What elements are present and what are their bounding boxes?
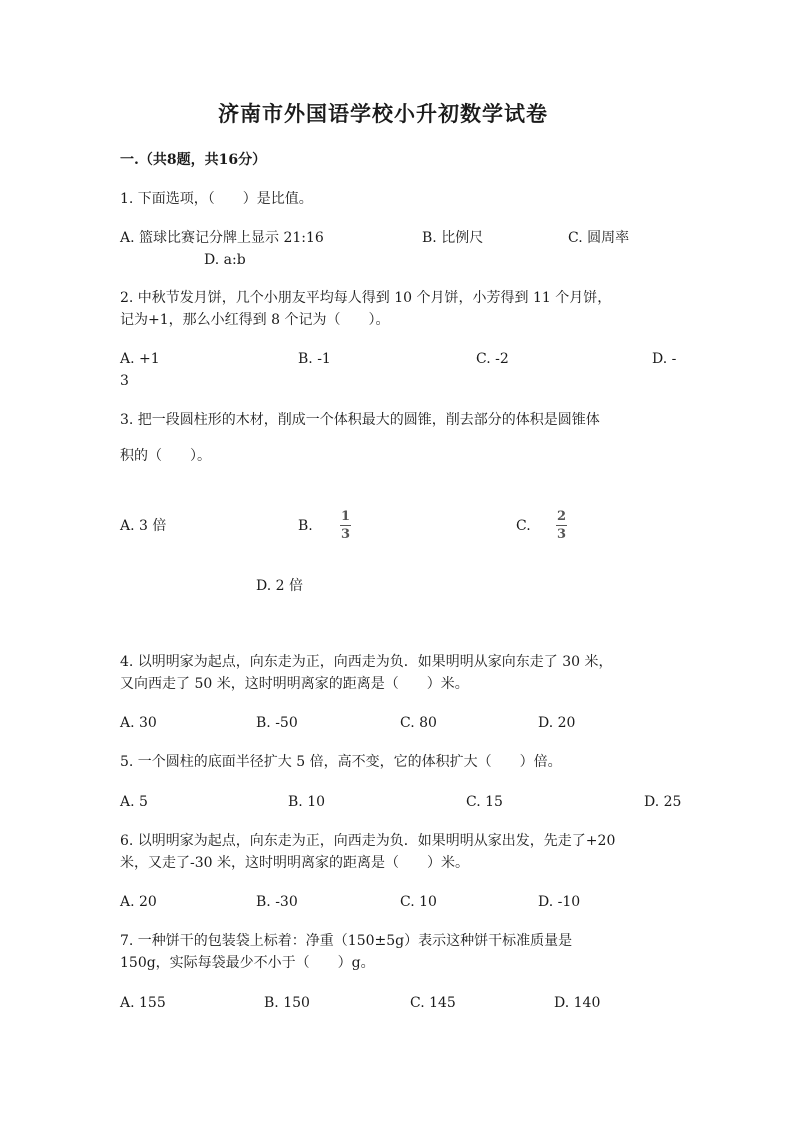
option-c: C. 80 [400,715,437,731]
option-d: D. - [652,351,677,367]
option-d: D. 2 倍 [256,578,303,594]
option-b: B. 150 [264,995,310,1011]
question-text: 1. 下面选项，（ ）是比值。 [120,191,313,207]
option-b-label: B. [298,518,313,534]
question-text-line1: 2. 中秋节发月饼，几个小朋友平均每人得到 10 个月饼，小芳得到 11 个月饼， [120,290,612,306]
option-a: A. 30 [120,715,157,731]
question-text-line2: 150g，实际每袋最少不小于（ ）g。 [120,955,375,971]
option-b: B. -1 [298,351,331,367]
question-text-line1: 6. 以明明家为起点，向东走为正，向西走为负．如果明明从家出发，先走了+20 [120,833,616,849]
option-b: B. -30 [256,894,298,910]
option-c: C. -2 [476,351,509,367]
option-d: D. a:b [204,252,246,268]
denominator: 3 [556,527,567,542]
option-d: D. -10 [538,894,581,910]
option-a: A. 5 [120,794,148,810]
option-c-fraction [556,509,567,542]
option-c: C. 145 [410,995,456,1011]
section-heading: 一.（共8题，共16分） [120,152,267,168]
option-a: A. 20 [120,894,157,910]
option-c: C. 15 [466,794,503,810]
option-a: A. 篮球比赛记分牌上显示 21:16 [120,230,324,246]
option-c-label: C. [516,518,531,534]
question-text: 5. 一个圆柱的底面半径扩大 5 倍，高不变，它的体积扩大（ ）倍。 [120,754,562,770]
option-d-wrap: 3 [120,373,129,389]
numerator: 2 [556,509,567,524]
fraction-bar [340,525,351,526]
question-text-line1: 3. 把一段圆柱形的木材，削成一个体积最大的圆锥，削去部分的体积是圆锥体 [120,412,600,428]
question-text-line2: 又向西走了 50 米，这时明明离家的距离是（ ）米。 [120,676,469,692]
denominator: 3 [340,527,351,542]
question-text-line1: 4. 以明明家为起点，向东走为正，向西走为负．如果明明从家向东走了 30 米， [120,654,613,670]
question-text-line2: 积的（ ）。 [120,448,211,464]
page-title: 济南市外国语学校小升初数学试卷 [218,101,548,126]
option-a: A. 3 倍 [120,518,167,534]
question-text-line1: 7. 一种饼干的包装袋上标着：净重（150±5g）表示这种饼干标准质量是 [120,933,573,949]
option-c: C. 10 [400,894,437,910]
option-b: B. -50 [256,715,298,731]
option-d: D. 20 [538,715,576,731]
option-d: D. 140 [554,995,601,1011]
option-b: B. 10 [288,794,326,810]
option-b-fraction [340,509,351,542]
option-a: A. +1 [120,351,160,367]
question-text-line2: 米，又走了-30 米，这时明明离家的距离是（ ）米。 [120,855,469,871]
fraction-bar [556,525,567,526]
option-d: D. 25 [644,794,682,810]
option-b: B. 比例尺 [422,230,484,246]
question-text-line2: 记为+1，那么小红得到 8 个记为（ ）。 [120,312,390,328]
numerator: 1 [340,509,351,524]
option-a: A. 155 [120,995,166,1011]
option-c: C. 圆周率 [568,230,630,246]
